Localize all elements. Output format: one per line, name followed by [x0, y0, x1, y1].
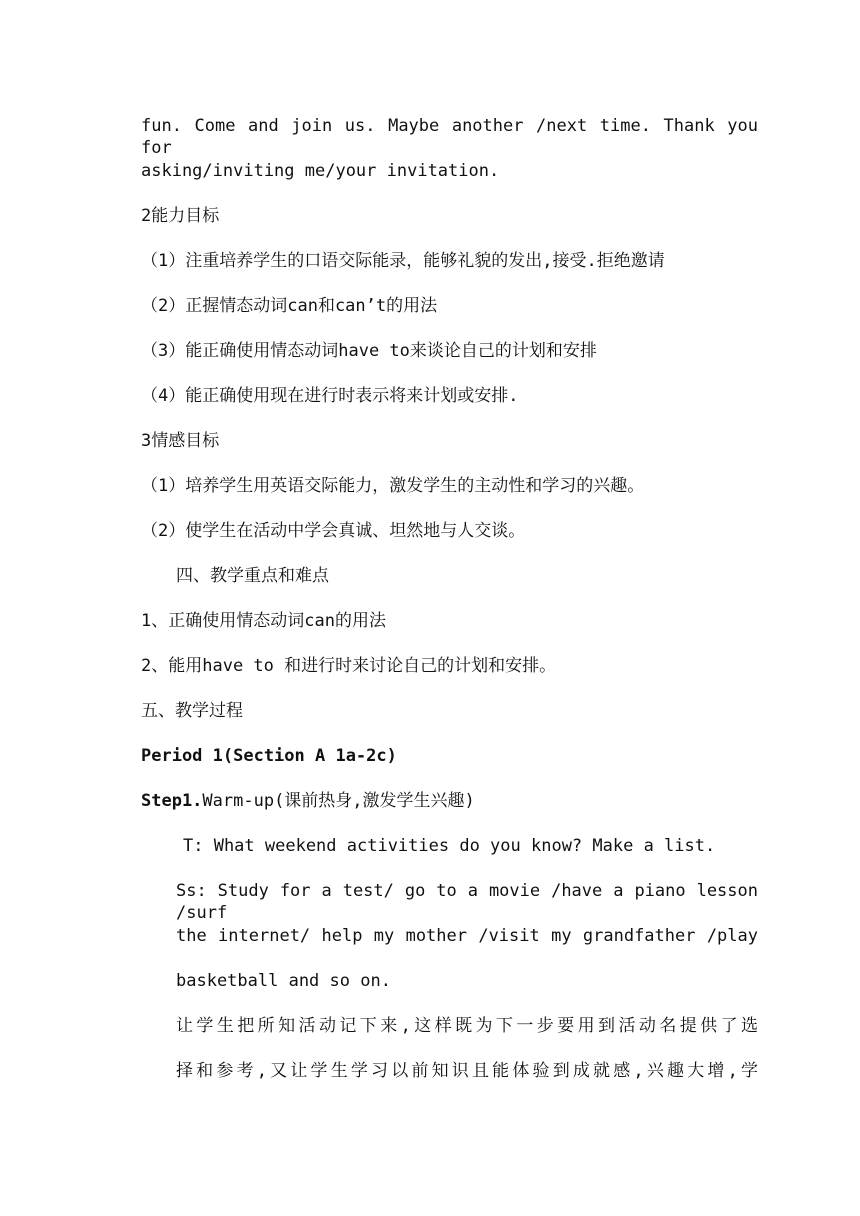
list-item: （2）正握情态动词can和can’t的用法	[141, 296, 438, 316]
list-item: （1）注重培养学生的口语交际能录，能够礼貌的发出,接受.拒绝邀请	[141, 251, 665, 271]
list-item: （4）能正确使用现在进行时表示将来计划或安排.	[141, 386, 519, 406]
body-text-line: 择和参考,又让学生学习以前知识且能体验到成就感,兴趣大增,学	[176, 1061, 758, 1081]
body-text-line: fun. Come and join us. Maybe another /next time. Thank you for	[141, 116, 758, 158]
section-heading: 2能力目标	[141, 206, 220, 226]
step-label: Step1.	[141, 791, 203, 811]
dialogue-line: basketball and so on.	[176, 971, 391, 991]
list-item: 2、能用have to 和进行时来讨论自己的计划和安排。	[141, 656, 557, 676]
list-item: （1）培养学生用英语交际能力，激发学生的主动性和学习的兴趣。	[141, 476, 645, 496]
body-text-line: 让学生把所知活动记下来,这样既为下一步要用到活动名提供了选	[176, 1016, 758, 1036]
body-text-line: asking/inviting me/your invitation.	[141, 161, 500, 181]
dialogue-line: T: What weekend activities do you know? Make a list.	[183, 836, 716, 856]
list-item: 1、正确使用情态动词can的用法	[141, 611, 386, 631]
list-item: （2）使学生在活动中学会真诚、坦然地与人交谈。	[141, 521, 526, 541]
section-heading: 3情感目标	[141, 431, 220, 451]
section-heading: 五、教学过程	[141, 701, 243, 721]
step-heading	[141, 790, 475, 812]
list-item: （3）能正确使用情态动词have to来谈论自己的计划和安排	[141, 341, 597, 361]
dialogue-line: Ss: Study for a test/ go to a movie /have a piano lesson /surf	[176, 881, 758, 923]
period-heading: Period 1(Section A 1a-2c)	[141, 746, 397, 766]
section-heading: 四、教学重点和难点	[176, 566, 329, 586]
dialogue-line: the internet/ help my mother /visit my grandfather /play	[176, 926, 758, 946]
step-title: Warm-up(课前热身,激发学生兴趣)	[202, 791, 475, 811]
